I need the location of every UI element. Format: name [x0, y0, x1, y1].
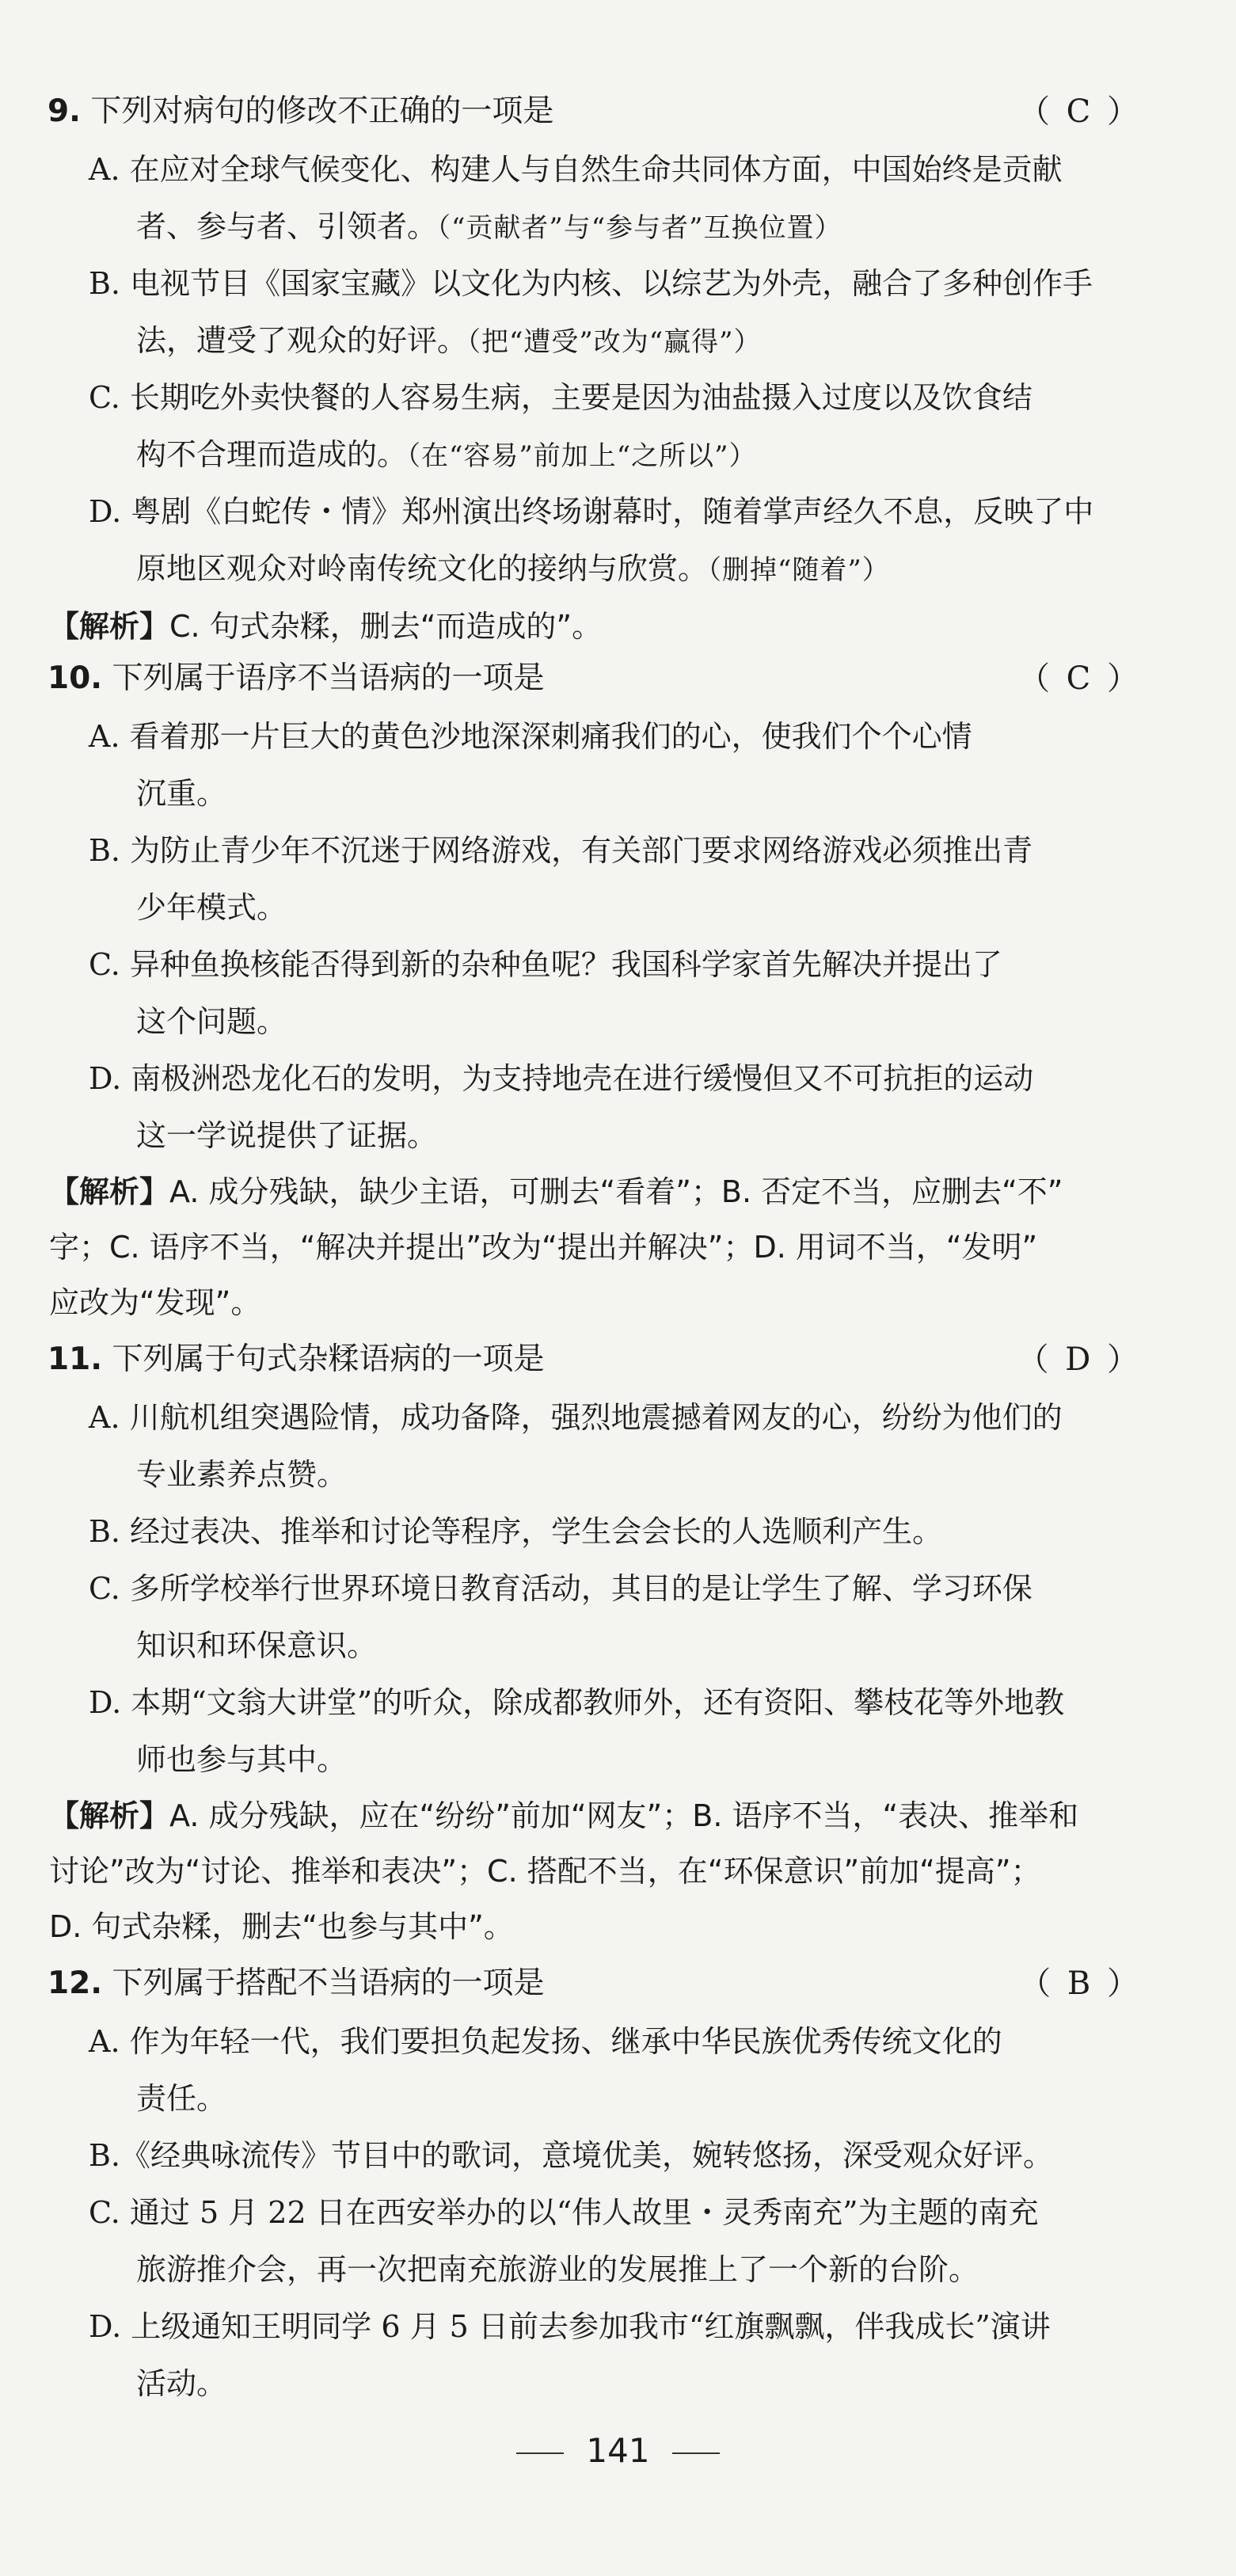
analysis-row [49, 1788, 1189, 1844]
option-continuation: 沉重。 [136, 776, 227, 811]
option-line: A. 看着那一片巨大的黄色沙地深深刺痛我们的心，使我们个个心情 [89, 719, 972, 754]
option-continuation: 师也参与其中。 [136, 1742, 348, 1777]
analysis-label: 【解析】 [49, 609, 170, 644]
option-line: B. 经过表决、推举和讨论等程序，学生会会长的人选顺利产生。 [89, 1514, 943, 1549]
option-continuation: 责任。 [136, 2081, 227, 2116]
question-number: 10. [48, 660, 103, 696]
option-continuation: 这一学说提供了证据。 [136, 1118, 438, 1153]
option-line: D. 南极洲恐龙化石的发明，为支持地壳在进行缓慢但又不可抗拒的运动 [89, 1061, 1034, 1096]
analysis-line: 字；C. 语序不当，“解决并提出”改为“提出并解决”；D. 用词不当，“发明” [49, 1230, 1038, 1265]
answer-mark: （ C ） [1017, 660, 1142, 697]
analysis-line: D. 句式杂糅，删去“也参与其中”。 [49, 1909, 514, 1944]
option-a [89, 141, 1142, 257]
question-text: 下列属于搭配不当语病的一项是 [112, 1965, 545, 2001]
option-line: A. 川航机组突遇险情，成功备降，强烈地震撼着网友的心，纷纷为他们的 [89, 1400, 1063, 1435]
answer-mark: （ B ） [1019, 1965, 1142, 2002]
option-line: D. 本期“文翁大讲堂”的听众，除成都教师外，还有资阳、攀枝花等外地教 [89, 1685, 1065, 1720]
option-d [89, 1050, 1142, 1164]
option-c [89, 369, 1142, 485]
option-continuation [89, 198, 1142, 257]
analysis-line: 讨论”改为“讨论、推举和表决”；C. 搭配不当，在“环保意识”前加“提高”； [49, 1854, 1041, 1889]
option-line: 构不合理而造成的。 [136, 437, 408, 472]
analysis-10 [49, 1164, 1189, 1330]
analysis-label: 【解析】 [49, 1174, 170, 1209]
answer-mark: （ C ） [1017, 93, 1142, 130]
question-text: 下列属于语序不当语病的一项是 [112, 660, 545, 696]
option-line: 者、参与者、引领者。 [136, 209, 438, 244]
question-number: 9. [48, 93, 81, 129]
option-continuation: 活动。 [136, 2366, 227, 2401]
option-d [89, 483, 1142, 599]
option-continuation: 少年模式。 [136, 890, 287, 925]
question-number: 11. [48, 1341, 103, 1377]
page-number [0, 2431, 1236, 2470]
option-d [89, 1674, 1142, 1788]
question-10-stem [48, 654, 1188, 703]
option-note: （删掉“随着”） [708, 554, 890, 586]
question-9-stem [48, 87, 1188, 136]
option-d [89, 2298, 1142, 2412]
option-a [89, 2013, 1142, 2127]
option-c [89, 936, 1142, 1050]
option-continuation: 知识和环保意识。 [136, 1628, 378, 1663]
analysis-line: 应改为“发现”。 [49, 1285, 261, 1320]
option-continuation: 这个问题。 [136, 1004, 287, 1039]
question-text: 下列对病句的修改不正确的一项是 [90, 93, 554, 129]
analysis-line: A. 成分残缺，缺少主语，可删去“看着”；B. 否定不当，应删去“不” [169, 1174, 1063, 1209]
option-line: A. 在应对全球气候变化、构建人与自然生命共同体方面，中国始终是贡献 [89, 152, 1063, 187]
option-a [89, 1389, 1142, 1503]
option-continuation [89, 312, 1142, 371]
page-number-dash [672, 2452, 720, 2454]
option-line: 原地区观众对岭南传统文化的接纳与欣赏。 [136, 551, 709, 586]
option-line: C. 通过 5 月 22 日在西安举办的以“伟人故里・灵秀南充”为主题的南充 [89, 2195, 1039, 2230]
option-b [89, 1503, 1142, 1560]
option-continuation [89, 426, 1142, 485]
option-line: D. 粤剧《白蛇传・情》郑州演出终场谢幕时，随着掌声经久不息，反映了中 [89, 494, 1094, 529]
option-line: 法，遭受了观众的好评。 [136, 323, 468, 358]
option-a [89, 708, 1142, 822]
option-b [89, 822, 1142, 936]
question-11-stem [48, 1335, 1188, 1384]
analysis-9 [49, 599, 1189, 654]
question-number: 12. [48, 1965, 103, 2001]
option-b [89, 255, 1142, 371]
page-number-dash [516, 2452, 564, 2454]
option-note: （把“遭受”改为“赢得”） [467, 326, 762, 358]
question-text: 下列属于句式杂糅语病的一项是 [112, 1341, 545, 1377]
option-c [89, 1560, 1142, 1674]
option-line: B. 电视节目《国家宝藏》以文化为内核、以综艺为外壳，融合了多种创作手 [89, 266, 1093, 301]
page-number-text: 141 [586, 2431, 650, 2470]
option-line: A. 作为年轻一代，我们要担负起发扬、继承中华民族优秀传统文化的 [89, 2024, 1002, 2059]
option-line: C. 异种鱼换核能否得到新的杂种鱼呢？我国科学家首先解决并提出了 [89, 947, 1002, 982]
option-line: B. 为防止青少年不沉迷于网络游戏，有关部门要求网络游戏必须推出青 [89, 833, 1033, 868]
option-b [89, 2127, 1142, 2184]
option-note: （“贡献者”与“参与者”互换位置） [437, 212, 842, 244]
analysis-row [49, 1164, 1189, 1220]
option-continuation: 专业素养点赞。 [136, 1457, 348, 1492]
option-c [89, 2184, 1142, 2298]
option-note: （在“容易”前加上“之所以”） [407, 440, 757, 472]
analysis-11 [49, 1788, 1189, 1954]
option-continuation: 旅游推介会，再一次把南充旅游业的发展推上了一个新的台阶。 [136, 2252, 979, 2287]
option-line: B.《经典咏流传》节目中的歌词，意境优美，婉转悠扬，深受观众好评。 [89, 2138, 1054, 2173]
analysis-line: A. 成分残缺，应在“纷纷”前加“网友”；B. 语序不当，“表决、推举和 [169, 1798, 1079, 1833]
question-12-stem [48, 1959, 1188, 2008]
option-line: D. 上级通知王明同学 6 月 5 日前去参加我市“红旗飘飘，伴我成长”演讲 [89, 2309, 1051, 2344]
option-line: C. 多所学校举行世界环境日教育活动，其目的是让学生了解、学习环保 [89, 1571, 1033, 1606]
answer-mark: （ D ） [1017, 1341, 1142, 1378]
analysis-label: 【解析】 [49, 1798, 170, 1833]
option-line: C. 长期吃外卖快餐的人容易生病，主要是因为油盐摄入过度以及饮食结 [89, 380, 1033, 415]
analysis-line: C. 句式杂糅，删去“而造成的”。 [169, 609, 603, 644]
option-continuation [89, 540, 1142, 599]
